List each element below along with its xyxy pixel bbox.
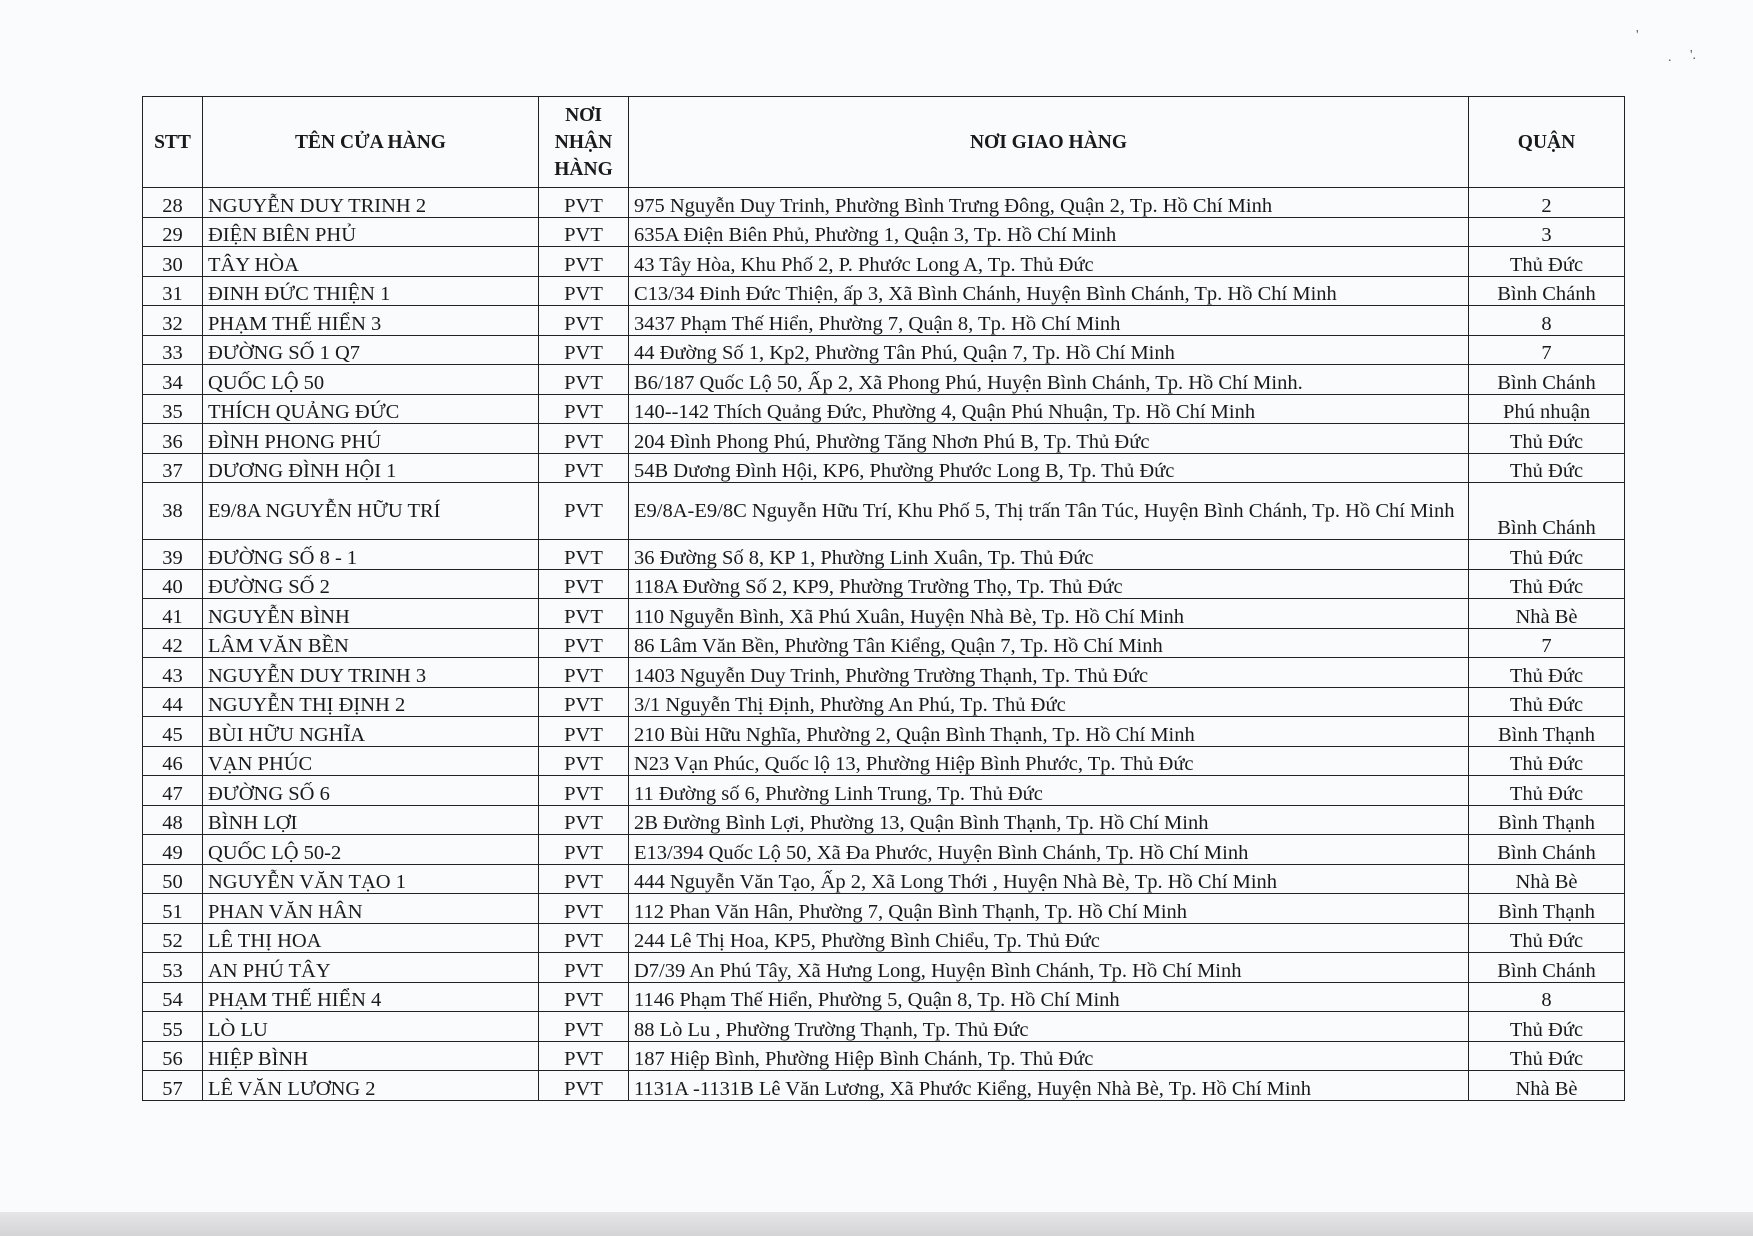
cell-stt: 41 xyxy=(143,599,203,629)
cell-delivery-address: 187 Hiệp Bình, Phường Hiệp Bình Chánh, Tp. Thủ Đức xyxy=(629,1041,1469,1071)
cell-store-name: NGUYỄN BÌNH xyxy=(203,599,539,629)
cell-receive-place: PVT xyxy=(539,394,629,424)
cell-receive-place: PVT xyxy=(539,835,629,865)
cell-stt: 40 xyxy=(143,569,203,599)
cell-district: Thủ Đức xyxy=(1469,1012,1625,1042)
cell-district: Thủ Đức xyxy=(1469,569,1625,599)
cell-stt: 30 xyxy=(143,247,203,277)
cell-stt: 28 xyxy=(143,188,203,218)
cell-receive-place: PVT xyxy=(539,188,629,218)
cell-stt: 44 xyxy=(143,687,203,717)
table-row xyxy=(143,1041,1625,1071)
cell-store-name: PHẠM THẾ HIỂN 4 xyxy=(203,982,539,1012)
cell-district: Thủ Đức xyxy=(1469,424,1625,454)
cell-receive-place: PVT xyxy=(539,953,629,983)
table-row xyxy=(143,864,1625,894)
cell-receive-place: PVT xyxy=(539,599,629,629)
cell-district: Bình Chánh xyxy=(1469,365,1625,395)
cell-receive-place: PVT xyxy=(539,982,629,1012)
cell-delivery-address: 11 Đường số 6, Phường Linh Trung, Tp. Thủ Đức xyxy=(629,776,1469,806)
cell-store-name: LÒ LU xyxy=(203,1012,539,1042)
cell-stt: 46 xyxy=(143,746,203,776)
cell-receive-place: PVT xyxy=(539,424,629,454)
cell-district: Bình Chánh xyxy=(1469,835,1625,865)
cell-district: Nhà Bè xyxy=(1469,864,1625,894)
cell-stt: 31 xyxy=(143,276,203,306)
cell-receive-place: PVT xyxy=(539,276,629,306)
cell-delivery-address: 44 Đường Số 1, Kp2, Phường Tân Phú, Quận 7, Tp. Hồ Chí Minh xyxy=(629,335,1469,365)
cell-delivery-address: 444 Nguyễn Văn Tạo, Ấp 2, Xã Long Thới , Huyện Nhà Bè, Tp. Hồ Chí Minh xyxy=(629,864,1469,894)
table-row xyxy=(143,953,1625,983)
cell-stt: 34 xyxy=(143,365,203,395)
cell-store-name: PHẠM THẾ HIỂN 3 xyxy=(203,306,539,336)
cell-store-name: LÂM VĂN BỀN xyxy=(203,628,539,658)
cell-store-name: PHAN VĂN HÂN xyxy=(203,894,539,924)
cell-district: Thủ Đức xyxy=(1469,540,1625,570)
cell-delivery-address: 36 Đường Số 8, KP 1, Phường Linh Xuân, Tp. Thủ Đức xyxy=(629,540,1469,570)
cell-store-name: BÌNH LỢI xyxy=(203,805,539,835)
table-row xyxy=(143,923,1625,953)
cell-delivery-address: 2B Đường Bình Lợi, Phường 13, Quận Bình Thạnh, Tp. Hồ Chí Minh xyxy=(629,805,1469,835)
cell-store-name: BÙI HỮU NGHĨA xyxy=(203,717,539,747)
table-row xyxy=(143,1012,1625,1042)
cell-store-name: ĐINH ĐỨC THIỆN 1 xyxy=(203,276,539,306)
cell-delivery-address: 1131A -1131B Lê Văn Lương, Xã Phước Kiểng, Huyện Nhà Bè, Tp. Hồ Chí Minh xyxy=(629,1071,1469,1101)
cell-store-name: VẠN PHÚC xyxy=(203,746,539,776)
cell-district: 3 xyxy=(1469,217,1625,247)
cell-receive-place: PVT xyxy=(539,894,629,924)
cell-delivery-address: 54B Dương Đình Hội, KP6, Phường Phước Long B, Tp. Thủ Đức xyxy=(629,453,1469,483)
cell-stt: 53 xyxy=(143,953,203,983)
table-row xyxy=(143,658,1625,688)
cell-district: Thủ Đức xyxy=(1469,247,1625,277)
cell-store-name: NGUYỄN VĂN TẠO 1 xyxy=(203,864,539,894)
table-row xyxy=(143,217,1625,247)
table-row xyxy=(143,483,1625,540)
cell-store-name: E9/8A NGUYỄN HỮU TRÍ xyxy=(203,483,539,540)
header-store-name: TÊN CỬA HÀNG xyxy=(203,97,539,188)
table-row xyxy=(143,1071,1625,1101)
table-body xyxy=(143,188,1625,1101)
cell-delivery-address: 140--142 Thích Quảng Đức, Phường 4, Quận Phú Nhuận, Tp. Hồ Chí Minh xyxy=(629,394,1469,424)
cell-receive-place: PVT xyxy=(539,864,629,894)
cell-store-name: NGUYỄN THỊ ĐỊNH 2 xyxy=(203,687,539,717)
cell-receive-place: PVT xyxy=(539,746,629,776)
cell-delivery-address: D7/39 An Phú Tây, Xã Hưng Long, Huyện Bình Chánh, Tp. Hồ Chí Minh xyxy=(629,953,1469,983)
cell-stt: 51 xyxy=(143,894,203,924)
table-row xyxy=(143,276,1625,306)
table-row xyxy=(143,982,1625,1012)
cell-receive-place: PVT xyxy=(539,923,629,953)
cell-stt: 43 xyxy=(143,658,203,688)
cell-stt: 37 xyxy=(143,453,203,483)
cell-receive-place: PVT xyxy=(539,453,629,483)
cell-delivery-address: 1146 Phạm Thế Hiển, Phường 5, Quận 8, Tp. Hồ Chí Minh xyxy=(629,982,1469,1012)
cell-stt: 54 xyxy=(143,982,203,1012)
cell-delivery-address: 244 Lê Thị Hoa, KP5, Phường Bình Chiểu, Tp. Thủ Đức xyxy=(629,923,1469,953)
cell-delivery-address: N23 Vạn Phúc, Quốc lộ 13, Phường Hiệp Bình Phước, Tp. Thủ Đức xyxy=(629,746,1469,776)
cell-store-name: DƯƠNG ĐÌNH HỘI 1 xyxy=(203,453,539,483)
cell-stt: 52 xyxy=(143,923,203,953)
cell-receive-place: PVT xyxy=(539,365,629,395)
store-delivery-table xyxy=(142,96,1625,1101)
cell-receive-place: PVT xyxy=(539,483,629,540)
cell-delivery-address: B6/187 Quốc Lộ 50, Ấp 2, Xã Phong Phú, Huyện Bình Chánh, Tp. Hồ Chí Minh. xyxy=(629,365,1469,395)
cell-district: Bình Chánh xyxy=(1469,953,1625,983)
cell-delivery-address: 43 Tây Hòa, Khu Phố 2, P. Phước Long A, Tp. Thủ Đức xyxy=(629,247,1469,277)
table-row xyxy=(143,335,1625,365)
cell-receive-place: PVT xyxy=(539,1071,629,1101)
cell-receive-place: PVT xyxy=(539,628,629,658)
cell-store-name: ĐƯỜNG SỐ 1 Q7 xyxy=(203,335,539,365)
cell-stt: 57 xyxy=(143,1071,203,1101)
cell-stt: 55 xyxy=(143,1012,203,1042)
cell-delivery-address: E13/394 Quốc Lộ 50, Xã Đa Phước, Huyện Bình Chánh, Tp. Hồ Chí Minh xyxy=(629,835,1469,865)
table-row xyxy=(143,394,1625,424)
cell-receive-place: PVT xyxy=(539,217,629,247)
cell-district: 8 xyxy=(1469,982,1625,1012)
cell-delivery-address: E9/8A-E9/8C Nguyễn Hữu Trí, Khu Phố 5, Thị trấn Tân Túc, Huyện Bình Chánh, Tp. Hồ Chí Minh xyxy=(629,483,1469,540)
cell-store-name: NGUYỄN DUY TRINH 2 xyxy=(203,188,539,218)
cell-delivery-address: 3/1 Nguyễn Thị Định, Phường An Phú, Tp. Thủ Đức xyxy=(629,687,1469,717)
cell-delivery-address: 86 Lâm Văn Bền, Phường Tân Kiểng, Quận 7, Tp. Hồ Chí Minh xyxy=(629,628,1469,658)
scan-speck: ' xyxy=(1636,28,1639,43)
cell-delivery-address: 204 Đình Phong Phú, Phường Tăng Nhơn Phú B, Tp. Thủ Đức xyxy=(629,424,1469,454)
cell-delivery-address: 110 Nguyễn Bình, Xã Phú Xuân, Huyện Nhà Bè, Tp. Hồ Chí Minh xyxy=(629,599,1469,629)
cell-delivery-address: 975 Nguyễn Duy Trinh, Phường Bình Trưng Đông, Quận 2, Tp. Hồ Chí Minh xyxy=(629,188,1469,218)
cell-stt: 35 xyxy=(143,394,203,424)
table-row xyxy=(143,894,1625,924)
cell-receive-place: PVT xyxy=(539,717,629,747)
cell-receive-place: PVT xyxy=(539,776,629,806)
cell-receive-place: PVT xyxy=(539,540,629,570)
header-stt: STT xyxy=(143,97,203,188)
table-row xyxy=(143,424,1625,454)
cell-delivery-address: 635A Điện Biên Phủ, Phường 1, Quận 3, Tp. Hồ Chí Minh xyxy=(629,217,1469,247)
header-district: QUẬN xyxy=(1469,97,1625,188)
cell-stt: 56 xyxy=(143,1041,203,1071)
cell-district: Bình Thạnh xyxy=(1469,717,1625,747)
cell-store-name: AN PHÚ TÂY xyxy=(203,953,539,983)
cell-district: 7 xyxy=(1469,628,1625,658)
cell-store-name: ĐIỆN BIÊN PHỦ xyxy=(203,217,539,247)
header-row xyxy=(143,97,1625,188)
cell-receive-place: PVT xyxy=(539,306,629,336)
cell-stt: 39 xyxy=(143,540,203,570)
cell-district: 7 xyxy=(1469,335,1625,365)
cell-district: Bình Chánh xyxy=(1469,483,1625,540)
table-row xyxy=(143,628,1625,658)
cell-district: Bình Chánh xyxy=(1469,276,1625,306)
cell-delivery-address: 3437 Phạm Thế Hiển, Phường 7, Quận 8, Tp. Hồ Chí Minh xyxy=(629,306,1469,336)
cell-district: Thủ Đức xyxy=(1469,687,1625,717)
cell-store-name: NGUYỄN DUY TRINH 3 xyxy=(203,658,539,688)
scan-bottom-edge xyxy=(0,1212,1753,1236)
cell-delivery-address: 112 Phan Văn Hân, Phường 7, Quận Bình Thạnh, Tp. Hồ Chí Minh xyxy=(629,894,1469,924)
cell-district: Bình Thạnh xyxy=(1469,805,1625,835)
table-row xyxy=(143,540,1625,570)
cell-district: Thủ Đức xyxy=(1469,658,1625,688)
cell-district: Bình Thạnh xyxy=(1469,894,1625,924)
cell-store-name: TÂY HÒA xyxy=(203,247,539,277)
cell-store-name: ĐƯỜNG SỐ 6 xyxy=(203,776,539,806)
header-receive-place: NƠI NHẬN HÀNG xyxy=(539,97,629,188)
cell-district: Phú nhuận xyxy=(1469,394,1625,424)
cell-store-name: ĐƯỜNG SỐ 2 xyxy=(203,569,539,599)
cell-district: Thủ Đức xyxy=(1469,1041,1625,1071)
table-row xyxy=(143,599,1625,629)
cell-stt: 45 xyxy=(143,717,203,747)
cell-receive-place: PVT xyxy=(539,247,629,277)
cell-receive-place: PVT xyxy=(539,569,629,599)
table-row xyxy=(143,776,1625,806)
header-delivery-place: NƠI GIAO HÀNG xyxy=(629,97,1469,188)
cell-stt: 33 xyxy=(143,335,203,365)
cell-delivery-address: 210 Bùi Hữu Nghĩa, Phường 2, Quận Bình Thạnh, Tp. Hồ Chí Minh xyxy=(629,717,1469,747)
table-row xyxy=(143,365,1625,395)
cell-district: Thủ Đức xyxy=(1469,746,1625,776)
cell-district: Nhà Bè xyxy=(1469,599,1625,629)
table-row xyxy=(143,569,1625,599)
scan-speck: . xyxy=(1668,50,1672,65)
cell-store-name: HIỆP BÌNH xyxy=(203,1041,539,1071)
table-row xyxy=(143,247,1625,277)
cell-receive-place: PVT xyxy=(539,805,629,835)
cell-store-name: LÊ VĂN LƯƠNG 2 xyxy=(203,1071,539,1101)
cell-stt: 29 xyxy=(143,217,203,247)
cell-district: Thủ Đức xyxy=(1469,453,1625,483)
cell-delivery-address: C13/34 Đinh Đức Thiện, ấp 3, Xã Bình Chánh, Huyện Bình Chánh, Tp. Hồ Chí Minh xyxy=(629,276,1469,306)
cell-district: 2 xyxy=(1469,188,1625,218)
cell-stt: 36 xyxy=(143,424,203,454)
table-row xyxy=(143,746,1625,776)
cell-store-name: QUỐC LỘ 50 xyxy=(203,365,539,395)
cell-stt: 32 xyxy=(143,306,203,336)
cell-delivery-address: 1403 Nguyễn Duy Trinh, Phường Trường Thạnh, Tp. Thủ Đức xyxy=(629,658,1469,688)
cell-store-name: ĐƯỜNG SỐ 8 - 1 xyxy=(203,540,539,570)
cell-receive-place: PVT xyxy=(539,687,629,717)
scan-speck: '. xyxy=(1690,48,1697,63)
table-row xyxy=(143,835,1625,865)
cell-delivery-address: 88 Lò Lu , Phường Trường Thạnh, Tp. Thủ Đức xyxy=(629,1012,1469,1042)
cell-district: 8 xyxy=(1469,306,1625,336)
table-row xyxy=(143,805,1625,835)
table-row xyxy=(143,306,1625,336)
cell-district: Thủ Đức xyxy=(1469,923,1625,953)
cell-stt: 42 xyxy=(143,628,203,658)
cell-receive-place: PVT xyxy=(539,1012,629,1042)
cell-store-name: LÊ THỊ HOA xyxy=(203,923,539,953)
cell-store-name: QUỐC LỘ 50-2 xyxy=(203,835,539,865)
cell-stt: 47 xyxy=(143,776,203,806)
cell-receive-place: PVT xyxy=(539,1041,629,1071)
cell-receive-place: PVT xyxy=(539,658,629,688)
cell-district: Nhà Bè xyxy=(1469,1071,1625,1101)
cell-stt: 49 xyxy=(143,835,203,865)
cell-district: Thủ Đức xyxy=(1469,776,1625,806)
cell-stt: 50 xyxy=(143,864,203,894)
cell-store-name: ĐÌNH PHONG PHÚ xyxy=(203,424,539,454)
cell-store-name: THÍCH QUẢNG ĐỨC xyxy=(203,394,539,424)
table-row xyxy=(143,188,1625,218)
table-row xyxy=(143,687,1625,717)
table-header xyxy=(143,97,1625,188)
cell-stt: 48 xyxy=(143,805,203,835)
table-row xyxy=(143,717,1625,747)
table-row xyxy=(143,453,1625,483)
cell-stt: 38 xyxy=(143,483,203,540)
cell-delivery-address: 118A Đường Số 2, KP9, Phường Trường Thọ, Tp. Thủ Đức xyxy=(629,569,1469,599)
cell-receive-place: PVT xyxy=(539,335,629,365)
